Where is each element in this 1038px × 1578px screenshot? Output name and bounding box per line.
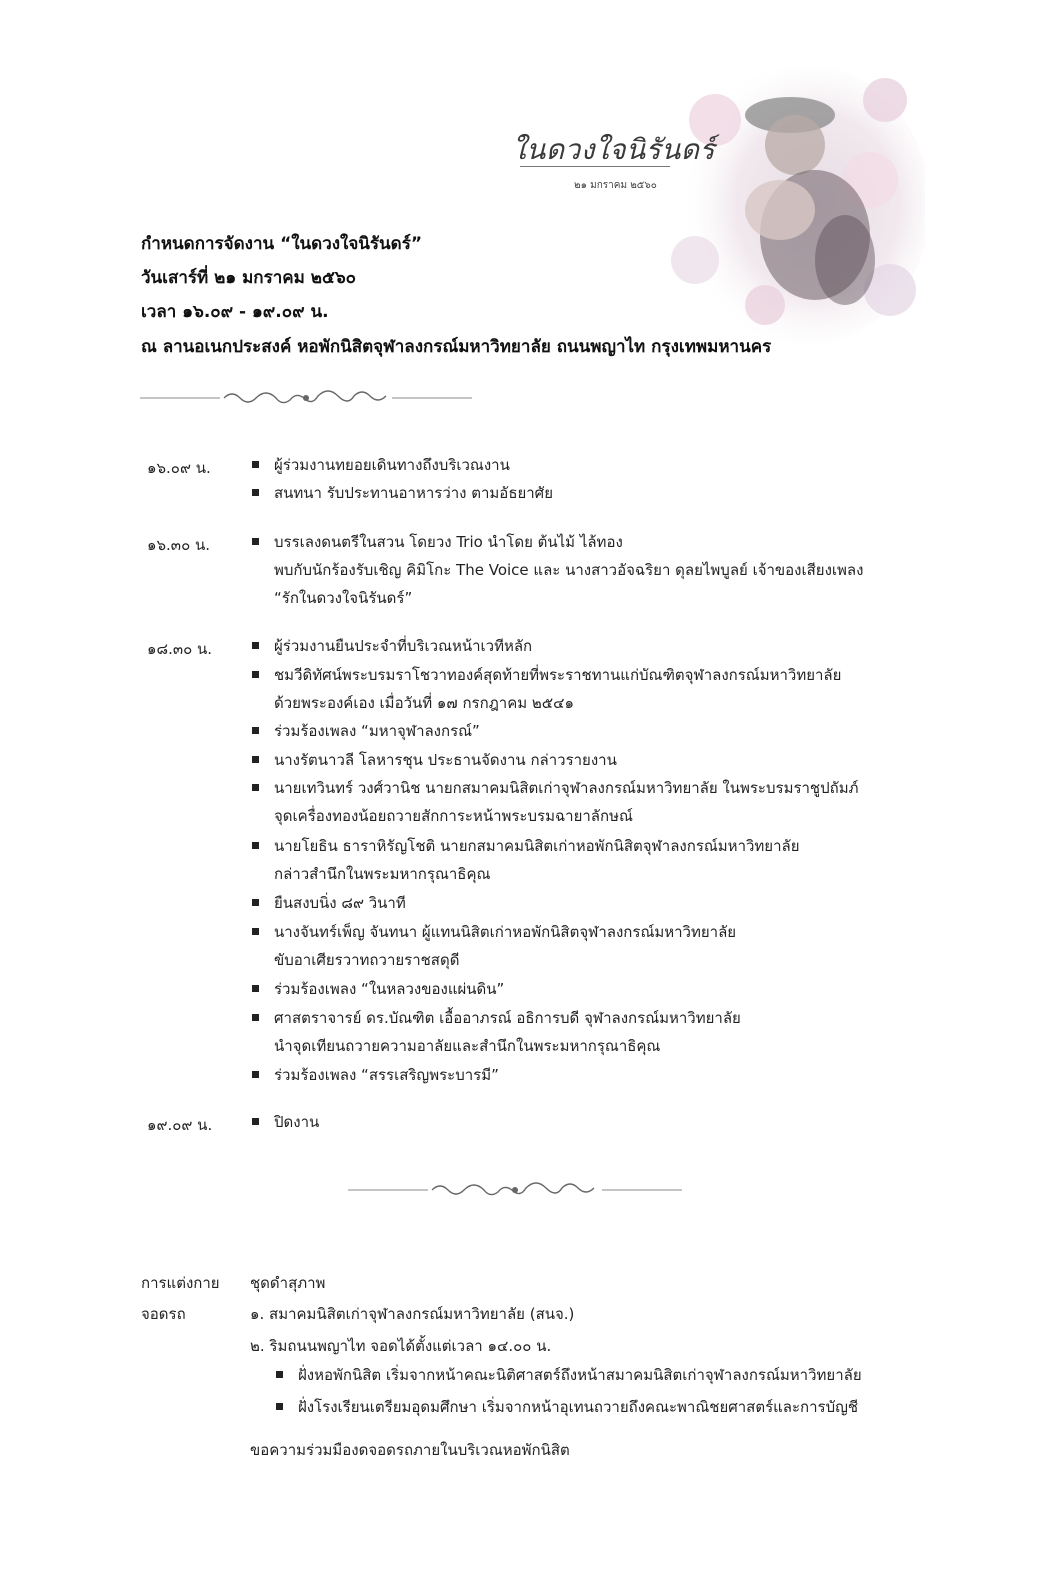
schedule-item: ยืนสงบนิ่ง ๘๙ วินาที — [252, 889, 912, 917]
portrait-artwork — [655, 60, 925, 350]
schedule-item: ร่วมร้องเพลง “ในหลวงของแผ่นดิน” — [252, 975, 912, 1003]
schedule-item: ผู้ร่วมงานยืนประจำที่บริเวณหน้าเวทีหลัก — [252, 632, 912, 660]
logo-divider — [520, 166, 670, 167]
schedule-item: ร่วมร้องเพลง “สรรเสริญพระบารมี” — [252, 1061, 912, 1089]
schedule-time: ๑๖.๓๐ น. — [147, 536, 211, 554]
ornament-divider-bottom — [348, 1178, 682, 1202]
schedule-item: ชมวีดิทัศน์พระบรมราโชวาทองค์สุดท้ายที่พระราชทานแก่บัณฑิตจุฬาลงกรณ์มหาวิทยาลัย ด้วยพระองค์เอง เมื่อวันที่ ๑๗ กรกฎาคม ๒๕๔๑ — [252, 661, 912, 717]
parking-suboption: ฝั่งหอพักนิสิต เริ่มจากหน้าคณะนิติศาสตร์ถึงหน้าสมาคมนิสิตเก่าจุฬาลงกรณ์มหาวิทยาลัย — [276, 1361, 916, 1389]
parking-option-2: ๒. ริมถนนพญาไท จอดได้ตั้งแต่เวลา ๑๔.๐๐ น. — [250, 1337, 552, 1355]
parking-option-1: ๑. สมาคมนิสิตเก่าจุฬาลงกรณ์มหาวิทยาลัย (สนจ.) — [250, 1305, 575, 1323]
schedule-time: ๑๖.๐๙ น. — [147, 459, 211, 477]
event-title: กำหนดการจัดงาน “ในดวงใจนิรันดร์” — [141, 234, 423, 254]
schedule-item: ศาสตราจารย์ ดร.บัณฑิต เอื้ออาภรณ์ อธิการบดี จุฬาลงกรณ์มหาวิทยาลัย นำจุดเทียนถวายความอาลัยและสำนึกในพระมหากรุณาธิคุณ — [252, 1004, 912, 1060]
schedule-item: นายเทวินทร์ วงศ์วานิช นายกสมาคมนิสิตเก่าจุฬาลงกรณ์มหาวิทยาลัย ในพระบรมราชูปถัมภ์ จุดเครื่องทองน้อยถวายสักการะหน้าพระบรมฉายาลักษณ์ — [252, 774, 912, 830]
logo-date: ๒๑ มกราคม ๒๕๖๐ — [574, 180, 657, 191]
event-date: วันเสาร์ที่ ๒๑ มกราคม ๒๕๖๐ — [141, 268, 356, 288]
schedule-item: บรรเลงดนตรีในสวน โดยวง Trio นำโดย ต้นไม้ ไล้ทอง พบกับนักร้องรับเชิญ คิมิโกะ The Voice และ นางสาวอัจฉริยา ดุลยไพบูลย์ เจ้าของเสียงเพลง “รักในดวงใจนิรันดร์” — [252, 528, 912, 612]
schedule-item: นายโยธิน ธาราหิรัญโชติ นายกสมาคมนิสิตเก่าหอพักนิสิตจุฬาลงกรณ์มหาวิทยาลัย กล่าวสำนึกในพระมหากรุณาธิคุณ — [252, 832, 912, 888]
event-venue: ณ ลานอเนกประสงค์ หอพักนิสิตจุฬาลงกรณ์มหาวิทยาลัย ถนนพญาไท กรุงเทพมหานคร — [141, 337, 772, 357]
schedule-item: นางจันทร์เพ็ญ จันทนา ผู้แทนนิสิตเก่าหอพักนิสิตจุฬาลงกรณ์มหาวิทยาลัย ขับอาเศียรวาทถวายราชสดุดี — [252, 918, 912, 974]
dress-code-value: ชุดดำสุภาพ — [250, 1274, 326, 1292]
schedule-item: สนทนา รับประทานอาหารว่าง ตามอัธยาศัย — [252, 479, 912, 507]
schedule-item: นางรัตนาวลี โลหารชุน ประธานจัดงาน กล่าวรายงาน — [252, 746, 912, 774]
logo-title: ในดวงใจนิรันดร์ — [512, 133, 716, 166]
parking-note: ขอความร่วมมืองดจอดรถภายในบริเวณหอพักนิสิต — [250, 1441, 570, 1459]
dress-code-label: การแต่งกาย — [141, 1274, 220, 1292]
schedule-item: ร่วมร้องเพลง “มหาจุฬาลงกรณ์” — [252, 717, 912, 745]
parking-label: จอดรถ — [141, 1305, 186, 1323]
event-time: เวลา ๑๖.๐๙ - ๑๙.๐๙ น. — [141, 302, 329, 322]
schedule-item: ปิดงาน — [252, 1108, 912, 1136]
ornament-divider-top — [140, 386, 472, 410]
schedule-time: ๑๘.๓๐ น. — [147, 640, 213, 658]
parking-suboption: ฝั่งโรงเรียนเตรียมอุดมศึกษา เริ่มจากหน้าอุเทนถวายถึงคณะพาณิชยศาสตร์และการบัญชี — [276, 1393, 916, 1421]
schedule-time: ๑๙.๐๙ น. — [147, 1116, 213, 1134]
schedule-item: ผู้ร่วมงานทยอยเดินทางถึงบริเวณงาน — [252, 451, 912, 479]
